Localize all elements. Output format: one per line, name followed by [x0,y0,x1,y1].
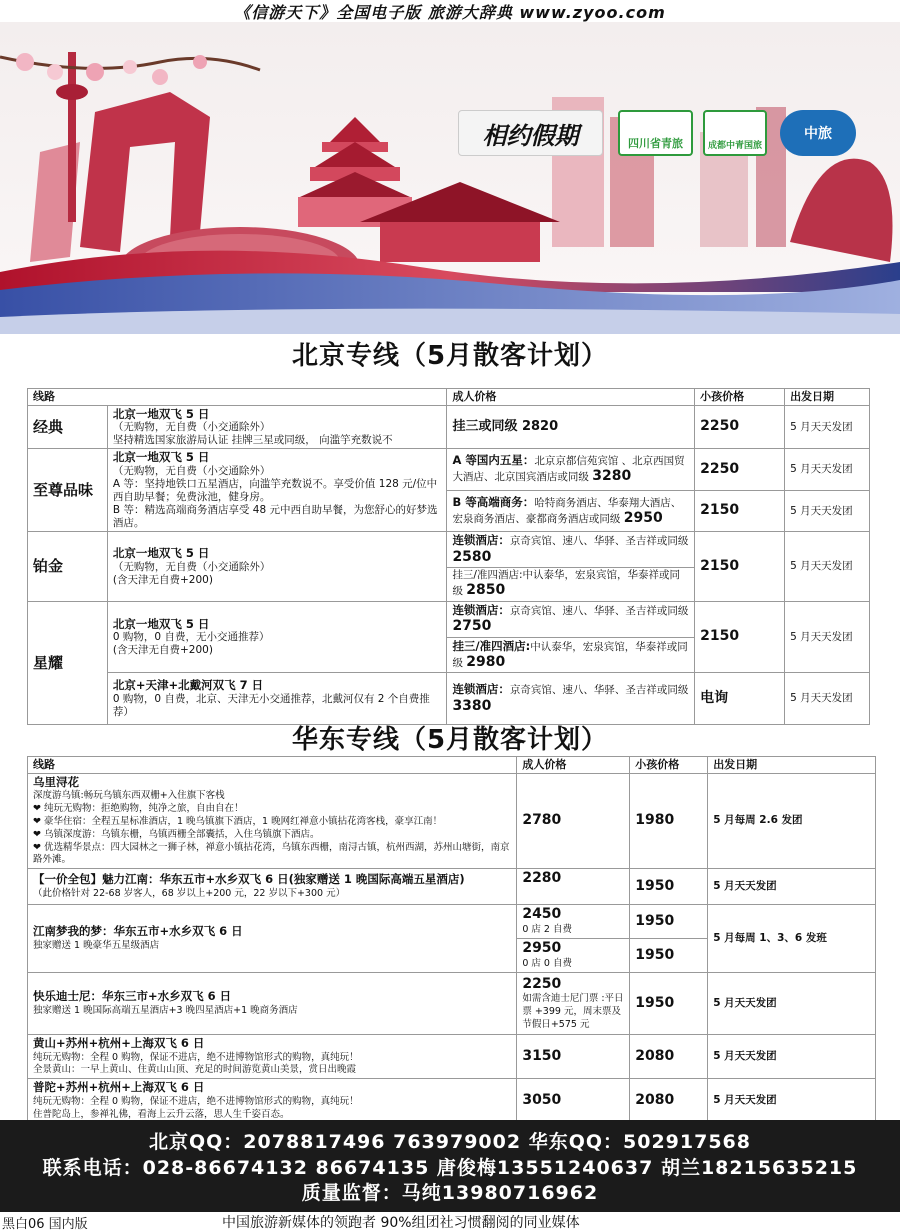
product-desc: 0 购物，0 自费，无小交通推荐） [112,631,270,644]
product-desc: ❤ 优选精华景点：四大园林之一狮子林，禅意小镇拈花湾，乌镇东西栅，南浔古镇，杭州西湖，苏州山塘街，南京路外滩。 [33,841,510,866]
depart-date: 5 月天天发团 [785,449,870,491]
hotel-desc: 京奇宾馆、速八、华驿、圣吉祥或同级 [509,605,689,617]
huadong-table-header [28,757,876,774]
adult-price: 2250 [522,975,562,992]
hotel-option [447,490,695,532]
kid-price: 2150 [695,490,785,532]
header-adult-price: 成人价格 [517,757,630,774]
table-row [28,532,870,568]
adult-price: 挂三或同级 2820 [447,405,695,449]
product-desc: （无购物，无自费（小交通除外） [112,464,271,477]
beijing-skyline-illustration [0,22,900,334]
product-name: 北京一地双飞 5 日 [112,616,210,631]
beijing-banner [0,22,900,334]
page-number-label: 黑白06 国内版 [2,1217,88,1230]
price-note: 0 店 0 自费 [522,957,572,969]
beijing-table [27,388,870,725]
header-depart-date: 出发日期 [785,389,870,406]
product-desc: 0 购物，0 自费，北京、天津无小交通推荐，北戴河仅有 2 个自费推荐） [112,692,430,718]
depart-date: 5 月天天发团 [785,673,870,725]
hotel-label: 挂三/准四酒店: [452,638,531,653]
hotel-desc: 京奇宾馆、速八、华驿、圣吉祥或同级 [509,535,689,548]
product-name: 北京一地双飞 5 日 [112,450,210,465]
table-row [28,1035,876,1079]
header-adult-price: 成人价格 [447,389,695,406]
page-bottom-bar [0,1212,900,1230]
product-desc: 独家赠送 1 晚豪华五星级酒店 [33,939,160,951]
hotel-option [447,449,695,491]
qq-contacts: 北京QQ：2078817496 763979002 华东QQ：502917568 [148,1131,751,1153]
logo-sichuan-youth-travel: 四川省青旅 [618,110,693,156]
product-desc: ❤ 乌镇深度游：乌镇东栅，乌镇西栅全部囊括，入住乌镇旗下酒店。 [33,828,320,840]
product-desc: ❤ 纯玩无购物：拒绝购物，纯净之旅，自由自在！ [33,803,244,815]
product-cell [107,602,447,673]
table-row [28,773,876,868]
depart-date: 5 月每周 1、3、6 发班 [708,905,876,973]
kid-price: 1980 [630,773,708,868]
product-cell [107,673,447,725]
hotel-desc: 京奇宾馆、速八、华驿、圣吉祥或同级 [509,684,689,697]
header-kid-price: 小孩价格 [695,389,785,406]
hotel-desc: 哈特商务酒店、华泰翔大酒店、宏泉商务酒店、豪都商务酒店或同级 [452,496,682,525]
hotel-desc: 北京京都信苑宾馆 、北京西国贸大酒店、北京国宾酒店或同级 [452,455,685,484]
product-name: 江南梦我的梦：华东五市+水乡双飞 6 日 [33,924,243,939]
slogan: 中国旅游新媒体的领跑者 90%组团社习惯翻阅的同业媒体 [222,1215,580,1230]
product-name: 快乐迪士尼：华东三市+水乡双飞 6 日 [33,989,232,1004]
depart-date: 5 月天天发团 [785,405,870,449]
contact-footer [0,1120,900,1212]
depart-date: 5 月天天发团 [708,869,876,905]
hotel-label: A 等国内五星： [452,453,535,468]
hotel-option [447,532,695,568]
adult-price-cell [517,905,630,939]
category-label: 至尊品味 [28,449,108,532]
logo-xiangyue: 相约假期 [458,110,603,156]
product-name: 北京+天津+北戴河双飞 7 日 [112,678,264,693]
depart-date: 5 月天天发团 [785,602,870,673]
depart-date: 5 月天天发团 [708,973,876,1035]
category-label: 经典 [28,405,108,449]
depart-date: 5 月天天发团 [785,532,870,602]
header-kid-price: 小孩价格 [630,757,708,774]
product-desc: 全景黄山：一早上黄山、住黄山山顶、充足的时间游览黄山美景，赏日出晚霞 [33,1064,357,1076]
hotel-label: B 等高端商务： [452,494,535,509]
table-row [28,449,870,491]
adult-price: 2580 [452,548,492,565]
adult-price: 2280 [517,869,630,905]
adult-price: 2850 [466,582,506,599]
adult-price: 3150 [517,1035,630,1079]
header-route: 线路 [28,757,517,774]
table-row [28,673,870,725]
hotel-option [447,568,695,602]
product-name: 北京一地双飞 5 日 [112,546,210,561]
product-name: 北京一地双飞 5 日 [112,406,210,421]
product-cell [28,1079,517,1123]
adult-price: 2750 [452,618,492,635]
kid-price: 2080 [630,1079,708,1123]
adult-price: 2450 [522,906,562,923]
kid-price: 1950 [630,905,708,939]
logo-chengdu-cyts: 成都中青国旅 [703,110,767,156]
product-cell [28,973,517,1035]
category-label: 铂金 [28,532,108,602]
product-cell [28,1035,517,1079]
price-note: 如需含迪士尼门票 :平日票 +399 元，周末票及节假日+575 元 [522,993,624,1030]
kid-price: 1950 [630,869,708,905]
table-row [28,405,870,449]
table-row [28,602,870,638]
beijing-table-header [28,389,870,406]
product-name: 【一价全包】魅力江南：华东五市+水乡双飞 6 日(独家赠送 1 晚国际高端五星酒店) [33,872,465,887]
quality-supervisor: 质量监督：马纯13980716962 [301,1182,599,1204]
product-desc: ❤ 豪华住宿：全程五星标准酒店，1 晚乌镇旗下酒店，1 晚网红禅意小镇拈花湾客栈，豪享江南！ [33,815,443,827]
huadong-table [27,756,876,1123]
table-row [28,905,876,939]
product-desc: (含天津无自费+200) [112,573,213,586]
product-desc: （此价格针对 22-68 岁客人，68 岁以上+200 元，22 岁以下+300 元） [33,887,346,899]
adult-price-cell [517,973,630,1035]
product-desc: A 等：坚持地铁口五星酒店，向滥竽充数说不。享受价值 128 元/位中西自助早餐；免费泳池，健身房。 [112,477,438,503]
product-cell [28,869,517,905]
hotel-label: 连锁酒店： [452,533,510,548]
product-cell [28,773,517,868]
adult-price: 2950 [623,509,663,526]
adult-price: 3050 [517,1079,630,1123]
table-row [28,869,876,905]
table-row [28,1079,876,1123]
product-desc: （无购物，无自费（小交通除外） [112,421,271,434]
hotel-option [447,602,695,638]
phone-contacts: 联系电话：028-86674132 86674135 唐俊梅13551240637 胡兰18215635215 [42,1157,858,1179]
logo-zhonglv: 中旅 [780,110,856,156]
product-cell [107,449,447,532]
product-desc: 住普陀岛上，参禅礼佛，看海上云升云落，思人生千姿百态。 [33,1108,290,1120]
kid-price: 2250 [695,449,785,491]
hotel-desc: 中认泰华，宏泉宾馆，华泰祥或同级 [452,640,688,669]
product-desc: 纯玩无购物：全程 0 购物，保证不进店，绝不进博物馆形式的购物，真纯玩！ [33,1051,359,1063]
product-desc: 独家赠送 1 晚国际高端五星酒店+3 晚四星酒店+1 晚商务酒店 [33,1004,298,1016]
product-desc: (含天津无自费+200) [112,644,213,657]
header-route: 线路 [28,389,447,406]
product-desc: 坚持精选国家旅游局认证 挂牌三星或同级， 向滥竽充数说不 [112,434,393,447]
product-cell [28,905,517,973]
kid-price: 2250 [695,405,785,449]
kid-price: 2150 [695,602,785,673]
header-depart-date: 出发日期 [708,757,876,774]
hotel-option [447,637,695,673]
depart-date: 5 月天天发团 [785,490,870,532]
kid-price: 电询 [695,673,785,725]
table-row [28,973,876,1035]
product-cell [107,532,447,602]
adult-price-cell [517,939,630,973]
adult-price: 2780 [517,773,630,868]
product-name: 普陀+苏州+杭州+上海双飞 6 日 [33,1080,205,1095]
kid-price: 2150 [695,532,785,602]
hotel-option [447,673,695,725]
category-label: 星耀 [28,602,108,725]
kid-price: 1950 [630,973,708,1035]
product-desc: B 等：精选高端商务酒店享受 48 元中西自助早餐，为您舒心的好梦选酒店。 [112,504,438,530]
depart-date: 5 月天天发团 [708,1035,876,1079]
huadong-title: 华东专线（5月散客计划） [291,725,609,755]
adult-price: 2950 [522,940,562,957]
adult-price: 2980 [466,653,506,670]
hotel-label: 连锁酒店： [452,682,510,697]
adult-price: 3280 [592,468,632,485]
product-desc: 深度游乌镇:畅玩乌镇东西双栅+入住旗下客栈 [33,790,225,802]
kid-price: 2080 [630,1035,708,1079]
beijing-title: 北京专线（5月散客计划） [291,341,609,371]
depart-date: 5 月每周 2.6 发团 [708,773,876,868]
product-name: 乌里浔花 [33,774,79,789]
product-desc: （无购物，无自费（小交通除外） [112,560,271,573]
price-note: 0 店 2 自费 [522,923,572,935]
kid-price: 1950 [630,939,708,973]
adult-price: 3380 [452,697,492,714]
product-name: 黄山+苏州+杭州+上海双飞 6 日 [33,1036,205,1051]
product-cell [107,405,447,449]
hotel-label: 连锁酒店： [452,603,510,617]
depart-date: 5 月天天发团 [708,1079,876,1123]
product-desc: 纯玩无购物：全程 0 购物，保证不进店，绝不进博物馆形式的购物，真纯玩！ [33,1095,359,1107]
hotel-desc: 挂三/准四酒店:中认泰华，宏泉宾馆，华泰祥或同级 [452,569,681,598]
page-header: 《信游天下》全国电子版 旅游大辞典 www.zyoo.com [234,3,666,22]
